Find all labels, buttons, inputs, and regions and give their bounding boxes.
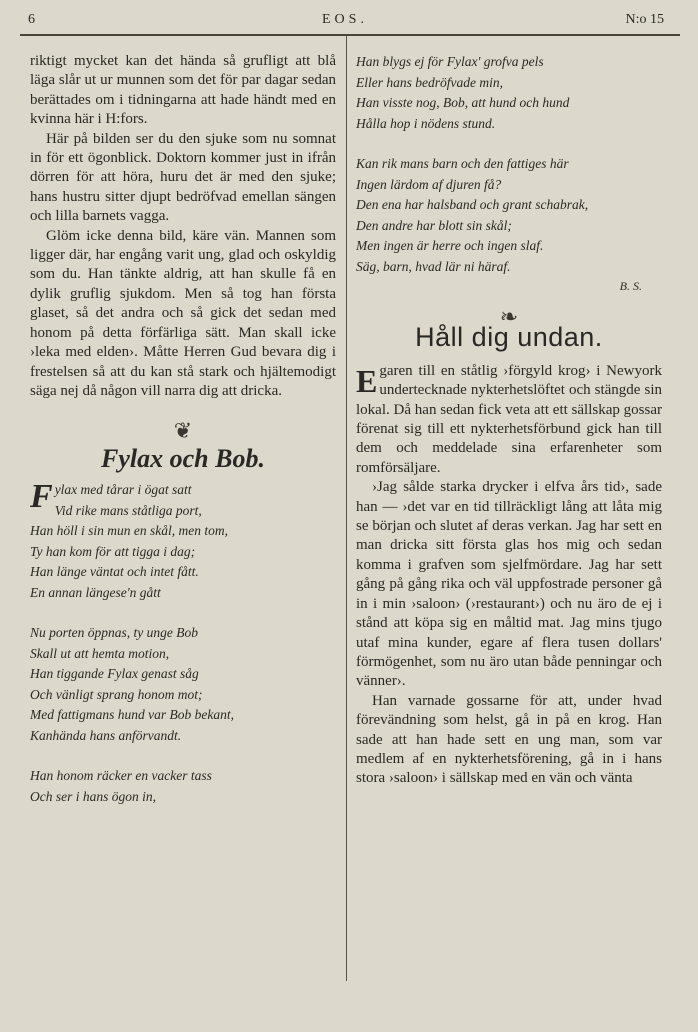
poem-line: Ty han kom för att tigga i dag; — [30, 543, 196, 559]
poem-line: Eller hans bedröfvade min, — [356, 74, 503, 90]
poem-fylax-och-bob — [30, 480, 336, 807]
page-header — [0, 10, 698, 34]
publication-title: EOS. — [322, 12, 368, 27]
article-dropcap: E — [356, 362, 378, 399]
poem-line: Han tiggande Fylax genast såg — [30, 666, 199, 682]
header-rule — [20, 34, 680, 36]
poem-line: Kanhända hans anförvandt. — [30, 727, 182, 743]
poem-signature: B. S. — [619, 279, 642, 293]
poem-line: Och vänligt sprang honom mot; — [30, 686, 203, 702]
article-title: Håll dig undan. — [415, 322, 603, 353]
left-column — [30, 52, 336, 807]
poem-line: Han blygs ej för Fylax' grofva pels — [356, 54, 544, 69]
poem-line: Med fattigmans hund var Bob bekant, — [30, 707, 234, 723]
left-paragraph-3: Glöm icke denna bild, käre vän. Mannen som ligger där, har engång varit ung, glad och oskyldig som du. Han tänkte aldrig, att han skulle få en dylik gruflig sjukdom. Men så tog han första glaset, så det andra och så gick det sedan med honom på detta förfärliga sätt. Man skall icke ›leka med elden›. Måtte Herren Gud bevara dig i frestelsen så att du kan stå stark och hjältemodigt säga nej då någon vill narra dig att dricka. — [30, 227, 336, 399]
poem-line: Skall ut att hemta motion, — [30, 645, 170, 661]
poem-line: En annan längese'n gått — [30, 584, 161, 600]
poem-line: Han honom räcker en vacker tass — [30, 768, 212, 784]
issue-number: N:o 15 — [625, 12, 664, 27]
stanza-gap — [356, 134, 662, 154]
poem-line: Men ingen är herre och ingen slaf. — [356, 238, 544, 253]
article-paragraph-2: ›Jag sålde starka drycker i elfva års tid›, sade han — ›det var en tid tillräckligt lång att låta mig se början och slutet af deras verkan. Jag har sett en man dricka sitt första glas hos mig och sedan komma i grafven som sjelfmördare. Jag har sett gång på gång rika och väl uppfostrade personer gå in i min ›saloon› (›restaurant›) och nu äro de ej i stånd att köpa sig en måltid mat. Jag mins tjugo utaf mina kunder, egare af flera tusen dollars' förmögenhet, som nu äro utan både penningar och vänner›. — [356, 479, 662, 690]
stanza-gap — [30, 746, 336, 766]
floral-ornament-icon: ❦ — [173, 418, 193, 444]
poem-continued — [356, 52, 662, 277]
article-paragraph-1 — [356, 362, 662, 478]
left-paragraph-1: riktigt mycket kan det hända så grufligt att blå läga slår ut ur munnen som det för par dagar sedan berättades om i tidningarna att hade händt med en kvinna här i H:fors. — [30, 53, 336, 128]
poem-line: Vid rike mans ståtliga port, — [54, 502, 202, 518]
poem-line: Säg, barn, hvad lär ni häraf. — [356, 258, 511, 274]
page-number: 6 — [28, 12, 35, 27]
left-paragraph-2: Här på bilden ser du den sjuke som nu somnat in för ett ögonblick. Doktorn kommer just in ifrån dörren för att höra, huru det är med den sjuke; hans hustru sitter djupt bedröfvad emellan sängen och lilla barnets vagga. — [30, 130, 336, 225]
poem-line: ylax med tårar i ögat satt — [54, 482, 192, 498]
article-paragraph-1-text: garen till en ståtlig ›förgyld krog› i Newyork undertecknade nykterhetslöftet och stängde sin lokal. Då han sedan fick veta att ett sällskap gossar förenat sig till ett nykterhetsförbund gick han till dem och meddelade sina erfarenheter som romförsäljare. — [356, 362, 662, 476]
poem-line: Och ser i hans ögon in, — [30, 788, 156, 804]
poem-line: Kan rik mans barn och den fattiges här — [356, 156, 569, 171]
column-divider — [346, 36, 347, 981]
poem-line: Ingen lärdom af djuren få? — [356, 176, 502, 192]
poem-line: Den andre har blott sin skål; — [356, 217, 512, 233]
floral-ornament-icon: ❧ — [499, 304, 519, 329]
poem-line: Den ena har halsband och grant schabrak, — [356, 197, 589, 212]
poem-line: Han länge väntat och intet fått. — [30, 564, 199, 580]
stanza-gap — [30, 603, 336, 623]
article-paragraph-3: Han varnade gossarne för att, under hvad förevändning som helst, gå in på en krog. Han sade att han hade sett en ung man, som var medlem af en nykterhetsförening, gå in i hans stora ›saloon› i sällskap med en vän och vänta — [356, 692, 662, 787]
right-column — [356, 52, 662, 789]
poem-title: Fylax och Bob. — [101, 443, 265, 473]
poem-line: Hålla hop i nödens stund. — [356, 115, 496, 131]
poem-line: Nu porten öppnas, ty unge Bob — [30, 625, 198, 641]
poem-line: Han höll i sin mun en skål, men tom, — [30, 523, 228, 539]
poem-dropcap: F — [30, 478, 53, 516]
poem-line: Han visste nog, Bob, att hund och hund — [356, 95, 570, 110]
